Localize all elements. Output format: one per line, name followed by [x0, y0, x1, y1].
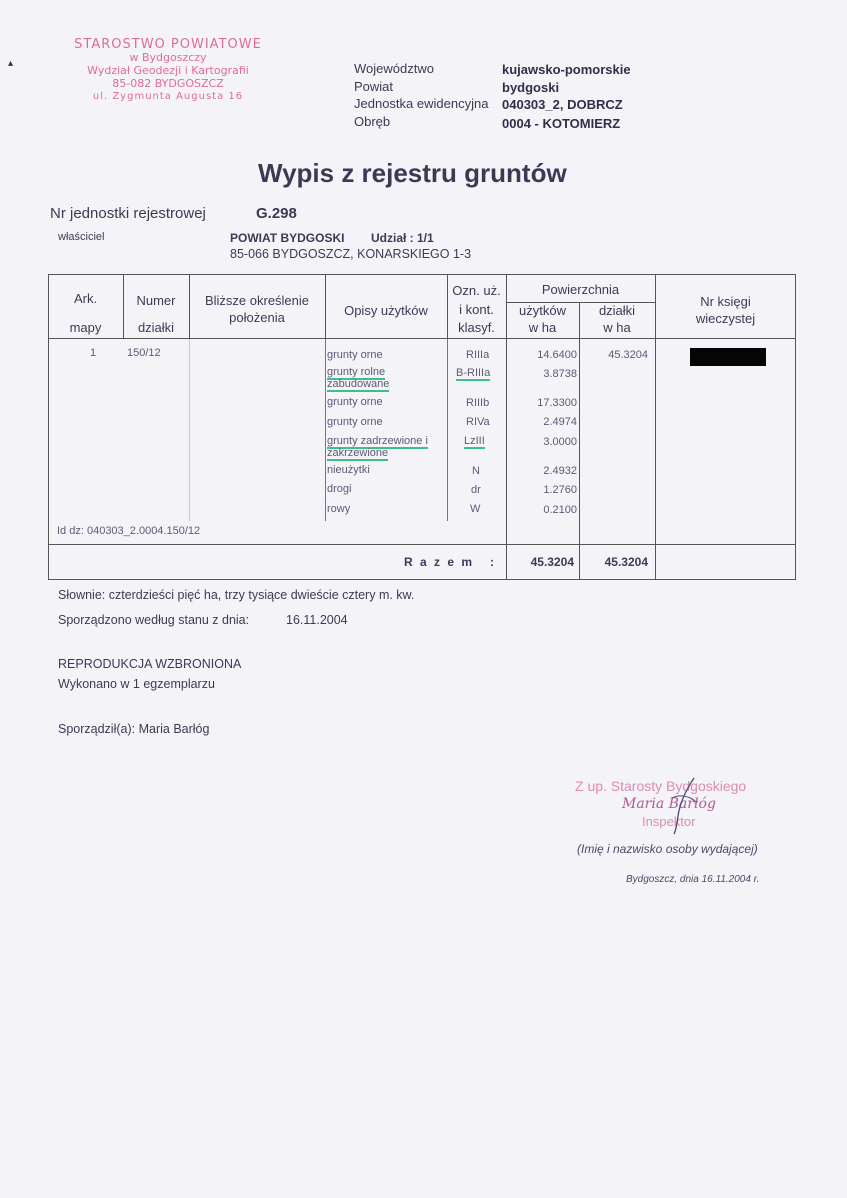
cell-numer: 150/12 — [127, 347, 161, 359]
table-row-ozn: N — [472, 465, 480, 477]
cell-ark: 1 — [89, 347, 97, 359]
county-label: Powiat — [354, 79, 394, 94]
total-uzytkow: 45.3204 — [530, 555, 574, 569]
header-ozn: Ozn. uż. — [452, 283, 501, 298]
underlined-text: grunty zadrzewione i zakrzewione — [327, 435, 428, 459]
table-row-area: 1.2760 — [543, 484, 577, 496]
table-row-ozn: dr — [471, 484, 481, 496]
prepared-as-of-label: Sporządzono według stanu z dnia: — [58, 613, 250, 627]
header-ksiegi-2: wieczystej — [695, 311, 756, 326]
col-divider — [325, 339, 326, 521]
underlined-text: grunty rolne zabudowane — [327, 366, 390, 390]
header-ozn-2: i kont. — [459, 302, 494, 317]
office-stamp — [48, 38, 288, 103]
margin-mark: ▴ — [8, 58, 14, 69]
header-powierzchnia: Powierzchnia — [541, 282, 620, 297]
table-row-ozn: LzIII — [464, 435, 485, 447]
table-row-area: 2.4932 — [543, 465, 577, 477]
table-border — [48, 274, 796, 275]
header-numer-sub: działki — [137, 320, 175, 335]
signature-stamp-name: Maria Barłóg — [622, 796, 716, 812]
signature-caption: (Imię i nazwisko osoby wydającej) — [577, 842, 758, 856]
county-value: bydgoski — [502, 80, 560, 95]
stamp-line: Wydział Geodezji i Kartografii — [87, 64, 249, 77]
stamp-line: ul. Zygmunta Augusta 16 — [92, 91, 244, 102]
stamp-line: w Bydgoszczy — [129, 51, 207, 64]
header-ark-sub: mapy — [69, 320, 102, 335]
area-in-words: Słownie: czterdzieści pięć ha, trzy tysiące dwieście cztery m. kw. — [58, 588, 415, 602]
table-row-opis — [327, 366, 445, 390]
owner-share: Udział : 1/1 — [371, 231, 434, 245]
unit-value: 040303_2, DOBRCZ — [502, 97, 623, 112]
table-row-opis: rowy — [327, 503, 351, 515]
table-row-opis: grunty orne — [327, 349, 383, 361]
header-dzialki: działki — [598, 303, 636, 318]
handwritten-signature — [664, 776, 704, 836]
table-row-opis: drogi — [327, 483, 352, 495]
total-divider — [48, 544, 796, 545]
stamp-line: STAROSTWO POWIATOWE — [74, 37, 262, 52]
header-opisy: Opisy użytków — [344, 303, 428, 318]
table-row-area: 3.8738 — [543, 368, 577, 380]
header-ksiegi: Nr księgi — [700, 294, 751, 309]
table-row-ozn: RIIIb — [466, 397, 490, 409]
voivodeship-value: kujawsko-pomorskie — [502, 62, 631, 77]
owner-address: 85-066 BYDGOSZCZ, KONARSKIEGO 1-3 — [230, 247, 472, 261]
unit-label: Jednostka ewidencyjna — [354, 96, 489, 111]
table-row-ozn: RIIIa — [466, 349, 490, 361]
reg-unit-value: G.298 — [256, 205, 297, 222]
col-divider — [189, 339, 190, 521]
document-title: Wypis z rejestru gruntów — [258, 158, 567, 188]
table-row-ozn: W — [470, 503, 481, 515]
table-row-area: 17.3300 — [537, 397, 577, 409]
redacted-land-register-number — [690, 348, 766, 366]
header-dzialki-unit: w ha — [603, 320, 631, 335]
reg-unit-label: Nr jednostki rejestrowej — [50, 205, 206, 222]
table-row-opis: grunty orne — [327, 396, 383, 408]
cell-dzialka-area: 45.3204 — [608, 349, 648, 361]
owner-name: POWIAT BYDGOSKI — [230, 231, 345, 245]
total-label: R a z e m : — [404, 555, 497, 569]
table-row-ozn: RIVa — [466, 416, 490, 428]
total-dzialki: 45.3204 — [604, 555, 648, 569]
place-and-date: Bydgoszcz, dnia 16.11.2004 r. — [626, 874, 760, 885]
header-numer: Numer — [136, 293, 176, 308]
prepared-as-of-date: 16.11.2004 — [286, 613, 348, 627]
precinct-value: 0004 - KOTOMIERZ — [502, 116, 621, 131]
table-row-opis: grunty orne — [327, 416, 383, 428]
header-blizsze: Bliższe określenie — [204, 293, 310, 308]
table-row-area: 0.2100 — [543, 504, 577, 516]
table-row-area: 3.0000 — [543, 436, 577, 448]
copies-note: Wykonano w 1 egzemplarzu — [58, 677, 215, 691]
reproduction-notice: REPRODUKCJA WZBRONIONA — [58, 657, 242, 671]
table-row-opis — [327, 435, 445, 459]
signature-stamp-line: Z up. Starosty Bydgoskiego — [575, 778, 747, 794]
table-row-opis: nieużytki — [327, 464, 370, 476]
header-divider — [48, 338, 796, 339]
parcel-id: Id dz: 040303_2.0004.150/12 — [57, 525, 201, 537]
table-row-ozn: B-RIIIa — [456, 367, 491, 379]
stamp-line: 85-082 BYDGOSZCZ — [112, 77, 224, 90]
col-divider — [447, 339, 448, 521]
header-ark: Ark. — [73, 291, 98, 306]
header-uzytkow: użytków — [519, 303, 566, 318]
header-ozn-3: klasyf. — [458, 320, 495, 335]
land-register-table — [48, 274, 796, 580]
table-row-area: 14.6400 — [537, 349, 577, 361]
precinct-label: Obręb — [354, 114, 391, 129]
voivodeship-label: Województwo — [354, 61, 434, 76]
prepared-by: Sporządził(a): Maria Barłóg — [58, 722, 210, 736]
header-uzytkow-unit: w ha — [528, 320, 557, 335]
owner-label: właściciel — [58, 231, 105, 243]
table-border — [48, 579, 796, 580]
header-polozenia: położenia — [229, 310, 285, 325]
col-divider — [579, 302, 580, 580]
signature-stamp-title: Inspektor — [642, 814, 696, 829]
table-row-area: 2.4974 — [543, 416, 577, 428]
